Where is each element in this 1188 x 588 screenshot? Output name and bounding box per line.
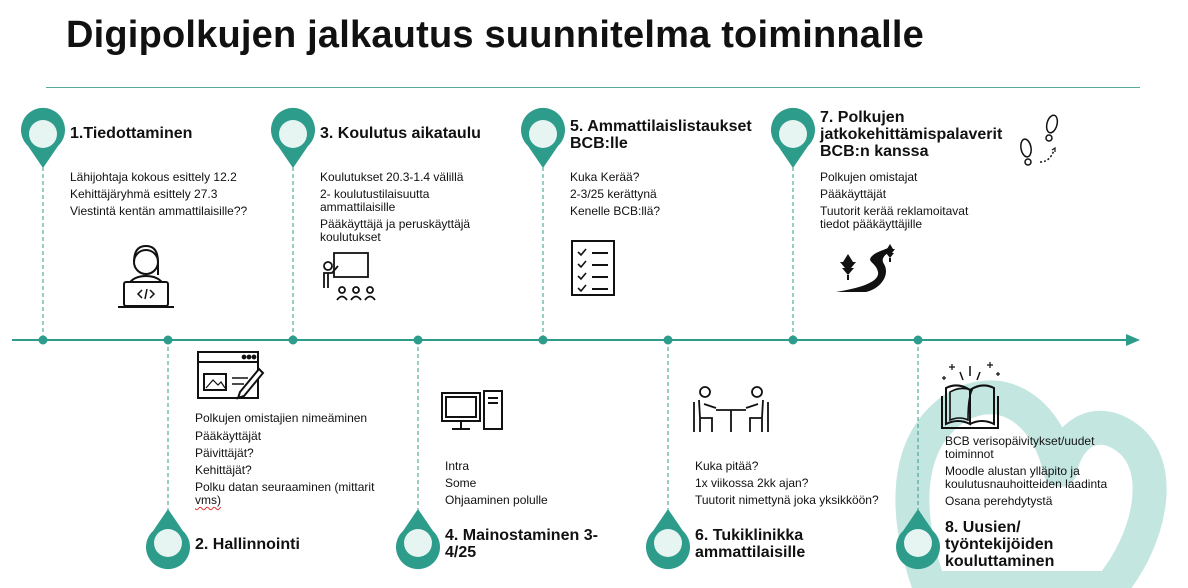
timeline-dot-s4 xyxy=(414,336,423,345)
step-2-item: vms) xyxy=(195,493,221,507)
step-6-label-line: ammattilaisille xyxy=(695,544,806,561)
step-4-label xyxy=(445,527,598,561)
step-6-item: 1x viikossa 2kk ajan? xyxy=(695,476,809,490)
step-5-label-line: BCB:lle xyxy=(570,135,628,152)
step-8-item: Moodle alustan ylläpito ja xyxy=(945,464,1080,478)
developer-laptop-icon xyxy=(118,246,174,307)
step-8-item: Osana perehdytystä xyxy=(945,494,1053,508)
step-7-label-line: 7. Polkujen xyxy=(820,109,905,126)
step-1-label: 1.Tiedottaminen xyxy=(70,125,193,142)
step-5-item: 2-3/25 kerättynä xyxy=(570,187,657,201)
web-page-edit-icon xyxy=(198,352,263,398)
timeline-arrowhead xyxy=(1126,334,1140,346)
pin-marker-s4 xyxy=(396,509,440,569)
step-2-item: Kehittäjät? xyxy=(195,463,252,477)
timeline-dot-s6 xyxy=(664,336,673,345)
timeline-dot-s2 xyxy=(164,336,173,345)
step-7-item: Polkujen omistajat xyxy=(820,170,918,184)
step-7-item: tiedot pääkäyttäjille xyxy=(820,217,923,231)
step-8-label xyxy=(945,519,1054,570)
step-3-item: 2- koulutustilaisuutta xyxy=(320,187,430,201)
step-5-item: Kuka Kerää? xyxy=(570,170,640,184)
page-title: Digipolkujen jalkautus suunnitelma toiminnalle xyxy=(66,14,924,56)
meeting-table-icon xyxy=(694,387,768,432)
timeline-dot-s7 xyxy=(789,336,798,345)
step-6-label xyxy=(695,527,805,561)
teacher-class-icon xyxy=(324,253,375,300)
timeline-dot-s3 xyxy=(289,336,298,345)
pin-marker-s7 xyxy=(771,108,815,168)
pin-marker-s2 xyxy=(146,509,190,569)
road-trees-icon xyxy=(836,244,895,292)
step-6-item: Tuutorit nimettynä joka yksikköön? xyxy=(695,493,879,507)
step-3-item: Pääkäyttäjä ja peruskäyttäjä xyxy=(320,217,471,231)
footprints-icon xyxy=(1020,114,1060,165)
timeline-dot-s8 xyxy=(914,336,923,345)
step-8-item: koulutusnauhoitteiden laadinta xyxy=(945,477,1108,491)
step-1-item: Viestintä kentän ammattilaisille?? xyxy=(70,204,248,218)
step-4-item: Ohjaaminen polulle xyxy=(445,493,548,507)
pin-marker-s3 xyxy=(271,108,315,168)
step-8-label-line: työntekijöiden xyxy=(945,536,1054,553)
step-3-label: 3. Koulutus aikataulu xyxy=(320,125,481,142)
step-7-label-line: jatkokehittämispalaverit xyxy=(820,126,1003,143)
timeline-dot-s1 xyxy=(39,336,48,345)
step-8-label-line: 8. Uusien/ xyxy=(945,519,1021,536)
step-6-label-line: 6. Tukiklinikka xyxy=(695,527,804,544)
step-3-item: Koulutukset 20.3-1.4 välillä xyxy=(320,170,464,184)
timeline-dot-s5 xyxy=(539,336,548,345)
step-3-item: ammattilaisille xyxy=(320,200,396,214)
pin-marker-s5 xyxy=(521,108,565,168)
step-1-item: Lähijohtaja kokous esittely 12.2 xyxy=(70,170,237,184)
step-2-item: Polku datan seuraaminen (mittarit xyxy=(195,480,375,494)
step-8-item: toiminnot xyxy=(945,447,994,461)
step-4-label-line: 4/25 xyxy=(445,544,477,561)
step-4-item: Intra xyxy=(445,459,470,473)
pin-marker-s6 xyxy=(646,509,690,569)
step-5-label-line: 5. Ammattilaislistaukset xyxy=(570,118,752,135)
step-4-item: Some xyxy=(445,476,477,490)
step-2-item: Polkujen omistajien nimeäminen xyxy=(195,411,368,425)
step-7-label xyxy=(820,109,1002,160)
step-8-item: BCB verisopäivitykset/uudet xyxy=(945,434,1095,448)
step-5-label xyxy=(570,118,752,152)
step-3-item: koulutukset xyxy=(320,230,381,244)
pin-marker-s1 xyxy=(21,108,65,168)
step-7-item: Tuutorit kerää reklamoitavat xyxy=(820,204,969,218)
step-4-label-line: 4. Mainostaminen 3- xyxy=(445,527,598,544)
step-2-label: 2. Hallinnointi xyxy=(195,536,300,553)
step-1-item: Kehittäjäryhmä esittely 27.3 xyxy=(70,187,218,201)
step-5-item: Kenelle BCB:llä? xyxy=(570,204,661,218)
step-6-item: Kuka pitää? xyxy=(695,459,759,473)
step-7-label-line: BCB:n kanssa xyxy=(820,143,929,160)
step-7-item: Pääkäyttäjät xyxy=(820,187,887,201)
checklist-icon xyxy=(572,241,614,295)
step-2-item: Päivittäjät? xyxy=(195,446,254,460)
step-2-item: Pääkäyttäjät xyxy=(195,429,262,443)
step-8-label-line: kouluttaminen xyxy=(945,553,1055,570)
desktop-computer-icon xyxy=(442,391,502,429)
